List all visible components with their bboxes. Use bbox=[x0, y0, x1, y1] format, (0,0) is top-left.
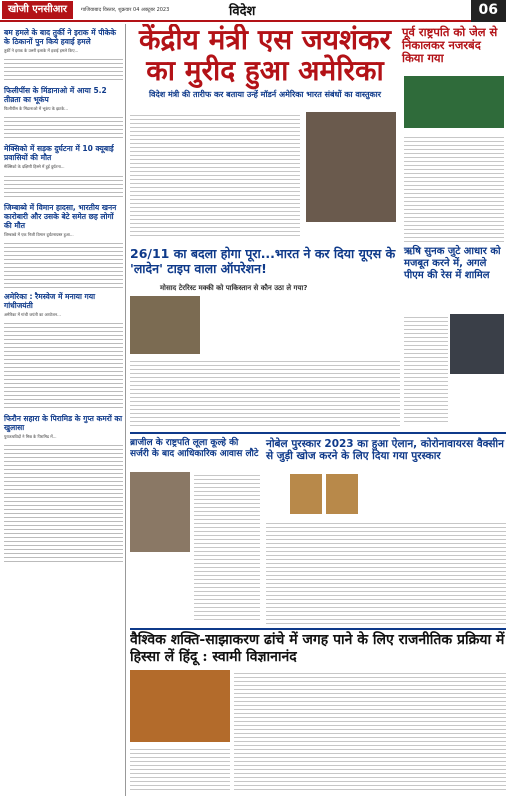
brief-headline: फिरौन सहारा के पिरामिड के गुप्त कमरों का खुलासा bbox=[4, 414, 123, 433]
story2-text bbox=[130, 358, 400, 428]
page-number: 06 bbox=[471, 0, 506, 22]
brief-headline: बम हमले के बाद तुर्की ने इराक में पीकेके के ठिकानों पुन किये हवाई हमले bbox=[4, 28, 116, 46]
story3-text bbox=[404, 314, 448, 424]
text-block bbox=[4, 240, 123, 288]
terrorist-photo bbox=[130, 296, 200, 354]
brief-body: फिलीपींस के मिंडानाओ में भूकंप के झटके... bbox=[4, 106, 69, 112]
brief-body: अमेरिका में गांधी जयंती का आयोजन... bbox=[4, 311, 61, 317]
nobel-laureate-photo-1 bbox=[290, 474, 322, 514]
story6-headline: वैश्विक शक्ति-साझाकरण ढांचे में जगह पाने के लिए राजनीतिक प्रक्रिया में हिस्सा लें हिंदू : स्वामी विज्ञानानंद bbox=[130, 632, 505, 665]
top-bar bbox=[0, 0, 506, 22]
brief-headline: अमेरिका : रैमस्वेज में मनाया गया गांधीजयंती bbox=[4, 291, 96, 310]
left-news-column bbox=[2, 24, 126, 796]
story3-headline: ऋषि सुनक जुटे आधार को मजबूत करने में, अगले पीएम की रेस में शामिल bbox=[404, 246, 501, 281]
lead-subhead: विदेश मंत्री की तारीफ कर बताया उन्हें मॉडर्न अमेरिका भारत संबंधों का वास्तुकार bbox=[148, 90, 382, 99]
former-president-photo bbox=[404, 76, 504, 128]
story2-headline: 26/11 का बदला होगा पूरा...भारत ने कर दिया यूएस के 'लादेन' टाइप वाला ऑपरेशन! bbox=[130, 246, 396, 276]
section-title: विदेश bbox=[229, 4, 256, 19]
brief-body: तुर्की ने इराक के उत्तरी इलाके में हवाई हमले किए... bbox=[4, 48, 79, 53]
brief-headline: मेक्सिको में सड़क दुर्घटना में 10 क्यूबाई प्रवासियों की मौत bbox=[4, 144, 114, 163]
brief-body: मेक्सिको के दक्षिणी हिस्से में हुई दुर्घटना... bbox=[4, 164, 65, 170]
brief-body: पुरातत्वविदों ने मिस्र के पिरामिड में... bbox=[4, 434, 57, 440]
text-block bbox=[4, 442, 123, 562]
text-block bbox=[4, 320, 123, 410]
dateline: गाजियाबाद विस्तार, शुक्रवार 04 अक्टूबर 2023 bbox=[81, 6, 170, 13]
jaishankar-photo bbox=[306, 112, 396, 222]
story4-text bbox=[194, 472, 260, 622]
lead-story-text bbox=[130, 112, 300, 237]
rishi-sunak-photo bbox=[450, 314, 504, 374]
side-story-headline: पूर्व राष्ट्रपति को जेल से निकालकर नजरबंद किया गया bbox=[402, 25, 498, 65]
newspaper-brand: खोजी एनसीआर bbox=[2, 1, 73, 19]
story5-text bbox=[266, 520, 506, 624]
text-block bbox=[4, 114, 123, 140]
story2-subhead: मोसाद टेररिस्ट मक्की को पाकिस्तान से कौन उठा ले गया? bbox=[160, 284, 308, 292]
section-divider bbox=[130, 432, 506, 434]
text-block bbox=[4, 173, 123, 199]
lead-headline: केंद्रीय मंत्री एस जयशंकर का मुरीद हुआ अमेरिका bbox=[139, 24, 391, 87]
main-news-area bbox=[130, 24, 506, 796]
lula-photo bbox=[130, 472, 190, 552]
brief-body: जिम्बाब्वे में एक निजी विमान दुर्घटनाग्रस्त हुआ... bbox=[4, 231, 74, 237]
text-block bbox=[4, 56, 123, 82]
side-story-text bbox=[404, 134, 504, 244]
section-divider bbox=[130, 628, 506, 630]
brief-headline: जिम्बाब्वे में विमान हादसा, भारतीय खनन कारोबारी और उसके बेटे समेत छह लोगों की मौत bbox=[4, 202, 117, 230]
swami-photo bbox=[130, 670, 230, 742]
story5-headline: नोबेल पुरस्कार 2023 का हुआ ऐलान, कोरोनावायरस वैक्सीन से जुड़ी खोज करने के लिए दिया गया पुरस्कार bbox=[266, 438, 504, 462]
story6-text bbox=[130, 746, 230, 792]
brief-headline: फिलीपींस के मिंडानाओ में आया 5.2 तीव्रता का भूकंप bbox=[4, 86, 107, 105]
story6-text bbox=[234, 670, 506, 792]
story4-headline: ब्राजील के राष्ट्रपति लूला कूल्हे की सर्जरी के बाद आधिकारिक आवास लौटे bbox=[130, 438, 259, 459]
nobel-laureate-photo-2 bbox=[326, 474, 358, 514]
